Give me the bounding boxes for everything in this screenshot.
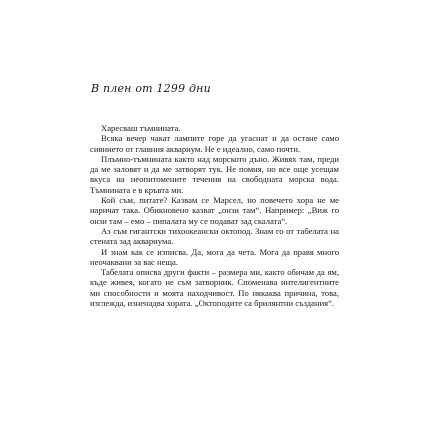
chapter-title: В плен от 1299 дни (91, 82, 211, 95)
paragraph: Кой съм, питате? Казвам се Марсел, но повечето хора не ме наричат така. Обикновено казват „онзи там“. Например: „Виж го онзи там – емо – пипалата му се подават зад скалата“. (90, 195, 339, 226)
body-text (90, 123, 339, 308)
paragraph: Всяка вечер чакат лампите горе да угаснат и да остане само сиянието от главния аквариум. Не е идеално, само почти. (90, 133, 339, 154)
paragraph: И знам как се изписва. Да, мога да чета. Мога да правя много неочаквани за вас неща. (90, 246, 339, 267)
paragraph: Харесваш тъмнината. (101, 123, 181, 133)
paragraph: Табелата описва други факти – размера ми, както обичам да ям, къде живея, когато не съм затворник. Споменава интелигентните ми способности и моята находчивост. По някаква причина, това, изглежда, изненадва хората. „Октоподите са брилянтни създания“. (90, 267, 339, 309)
paragraph: Плъмно-тъмнината както над морското дъно. Живях там, преди да ме заловят и да ме затворят тук. Не помня, но все още усещам вкуса на неопитомените течения на свободната морска вода. Тъмнината е в кръвта ми. (90, 153, 339, 195)
paragraph: Аз съм гигантски тихоокеански октопод. Знам го от табелата на стената зад аквариума. (90, 225, 339, 247)
